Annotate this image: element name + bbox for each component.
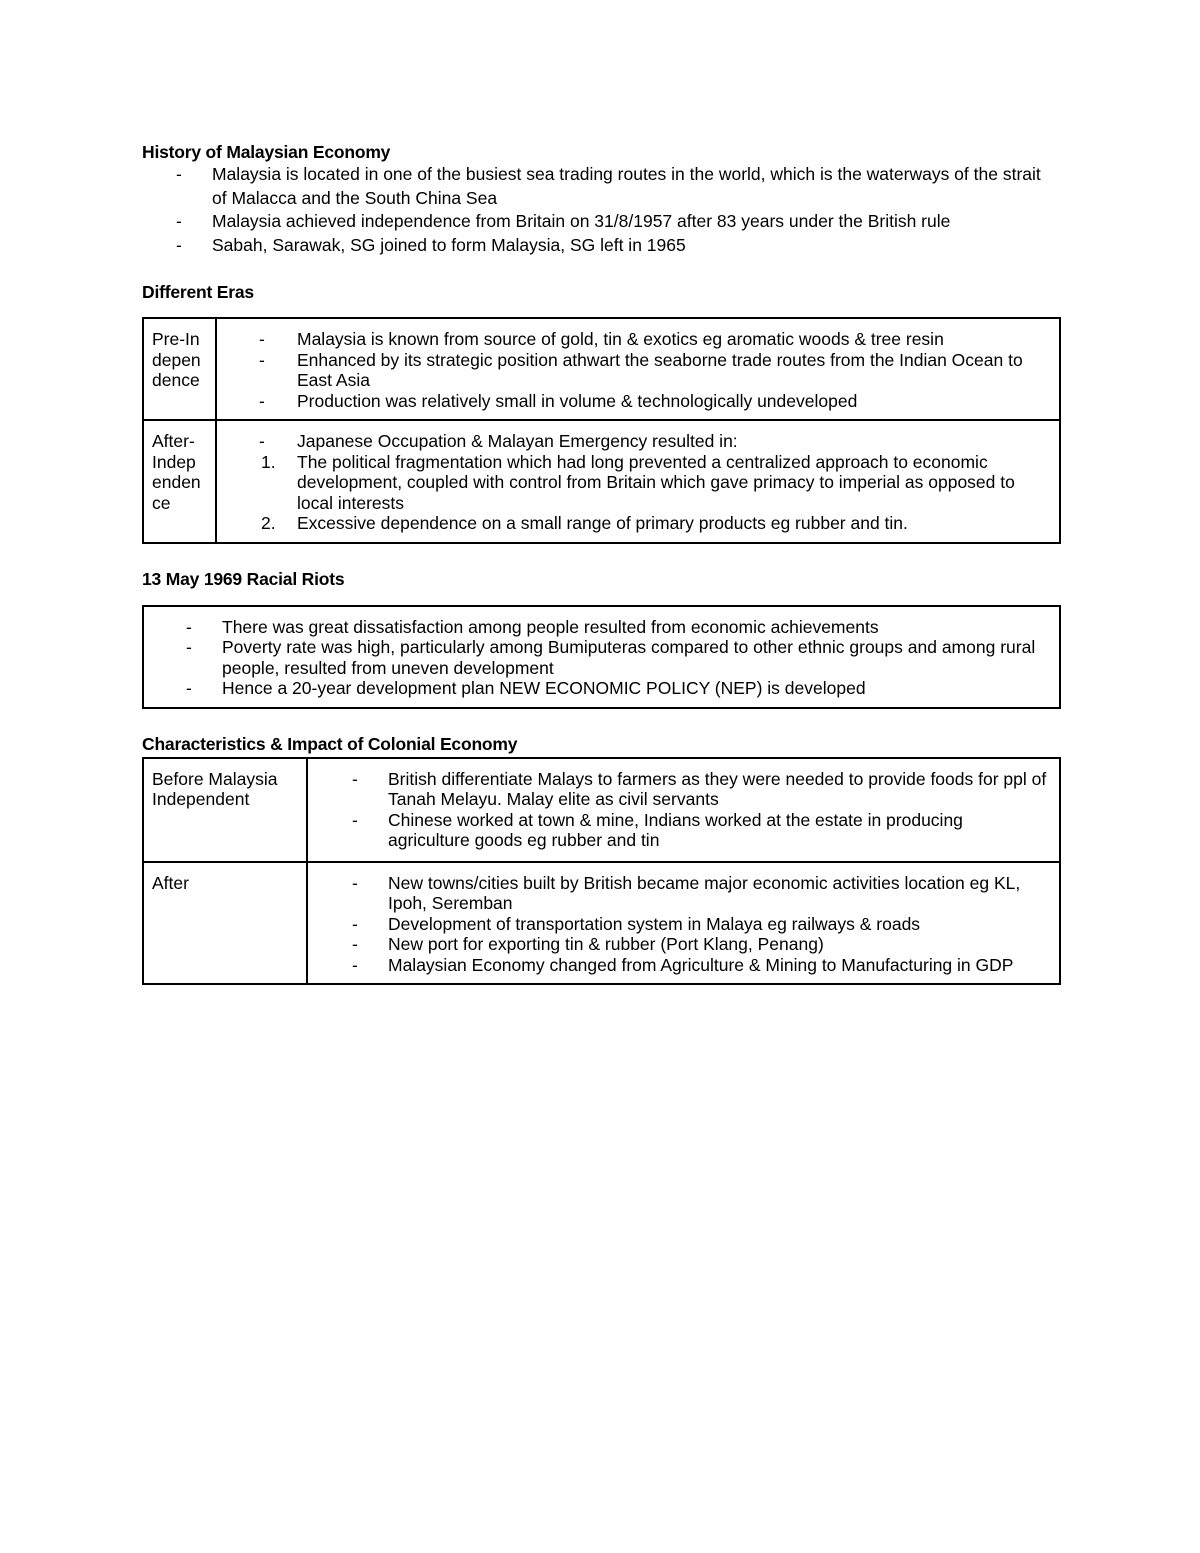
- eras-section: [142, 281, 1060, 544]
- riots-box: [142, 605, 1061, 709]
- list-item: - New port for exporting tin & rubber (Port Klang, Penang): [352, 934, 824, 954]
- list-item: - New towns/cities built by British became major economic activities location eg KL, Ipoh, Seremban: [352, 872, 1021, 913]
- history-list: [142, 163, 1060, 257]
- riots-heading: 13 May 1969 Racial Riots: [142, 568, 345, 589]
- number-marker: 1.: [261, 451, 276, 472]
- table-row: [143, 318, 1060, 420]
- dash-bullet: -: [186, 678, 192, 698]
- eras-heading: Different Eras: [142, 282, 254, 302]
- table-row: [143, 420, 1060, 543]
- list-item: - Malaysia is located in one of the busiest sea trading routes in the world, which is the waterways of the strait of Malacca and the South China Sea: [176, 164, 1041, 208]
- eras-table: [142, 317, 1061, 544]
- riots-section: [142, 568, 1060, 709]
- dash-bullet: -: [176, 211, 182, 231]
- dash-bullet: -: [352, 934, 358, 954]
- dash-bullet: -: [186, 637, 192, 657]
- dash-bullet: -: [176, 164, 182, 184]
- history-heading: History of Malaysian Economy: [142, 142, 391, 162]
- number-marker: 2.: [261, 513, 276, 533]
- list-item: - Chinese worked at town & mine, Indians worked at the estate in producing agriculture goods eg rubber and tin: [352, 809, 963, 850]
- era-label-after: After-Indep enden ce: [152, 431, 201, 513]
- list-item: - Sabah, Sarawak, SG joined to form Malaysia, SG left in 1965: [142, 234, 1060, 258]
- list-item: - British differentiate Malays to farmers as they were needed to provide foods for ppl of Tanah Melayu. Malay elite as civil servants: [352, 768, 1047, 809]
- dash-bullet: -: [259, 329, 265, 349]
- document-page: [142, 141, 1060, 985]
- table-row: [143, 862, 1060, 985]
- dash-bullet: -: [176, 234, 182, 255]
- numbered-item: 2. Excessive dependence on a small range of primary products eg rubber and tin.: [261, 513, 908, 533]
- colonial-table: [142, 757, 1061, 986]
- list-item: - There was great dissatisfaction among people resulted from economic achievements: [186, 616, 879, 637]
- colonial-label-before: Before Malaysia Independent: [152, 768, 278, 809]
- list-item: - Development of transportation system in Malaya eg railways & roads: [352, 913, 921, 934]
- table-row: [143, 758, 1060, 862]
- dash-bullet: -: [352, 913, 358, 934]
- dash-bullet: -: [352, 954, 358, 975]
- dash-bullet: -: [259, 349, 265, 370]
- dash-bullet: -: [352, 768, 358, 789]
- list-item: - Production was relatively small in volume & technologically undeveloped: [259, 390, 858, 411]
- dash-bullet: -: [259, 431, 265, 451]
- history-section: [142, 141, 1060, 257]
- era-label-pre: Pre-In depen dence: [152, 329, 201, 390]
- list-item: - Poverty rate was high, particularly among Bumiputeras compared to other ethnic groups and among rural people, resulted from uneven development: [186, 637, 1036, 678]
- dash-bullet: -: [352, 872, 358, 893]
- list-item: - Malaysia achieved independence from Britain on 31/8/1957 after 83 years under the British rule: [142, 210, 1060, 234]
- dash-bullet: -: [259, 390, 265, 411]
- list-item: - Enhanced by its strategic position athwart the seaborne trade routes from the Indian Ocean to East Asia: [259, 349, 1023, 390]
- dash-bullet: -: [186, 616, 192, 637]
- list-item: - Malaysian Economy changed from Agriculture & Mining to Manufacturing in GDP: [352, 954, 1014, 975]
- list-item: - Malaysia is known from source of gold, tin & exotics eg aromatic woods & tree resin: [259, 329, 944, 349]
- numbered-item: 1. The political fragmentation which had long prevented a centralized approach to economic development, coupled with control from Britain which gave primacy to imperial as opposed to local interests: [261, 451, 1015, 513]
- dash-bullet: -: [352, 809, 358, 830]
- colonial-heading: Characteristics & Impact of Colonial Economy: [142, 733, 518, 754]
- list-item: - Hence a 20-year development plan NEW ECONOMIC POLICY (NEP) is developed: [186, 678, 866, 698]
- colonial-section: [142, 733, 1060, 986]
- list-item: - Japanese Occupation & Malayan Emergency resulted in:: [259, 431, 738, 451]
- colonial-label-after: After: [152, 872, 189, 893]
